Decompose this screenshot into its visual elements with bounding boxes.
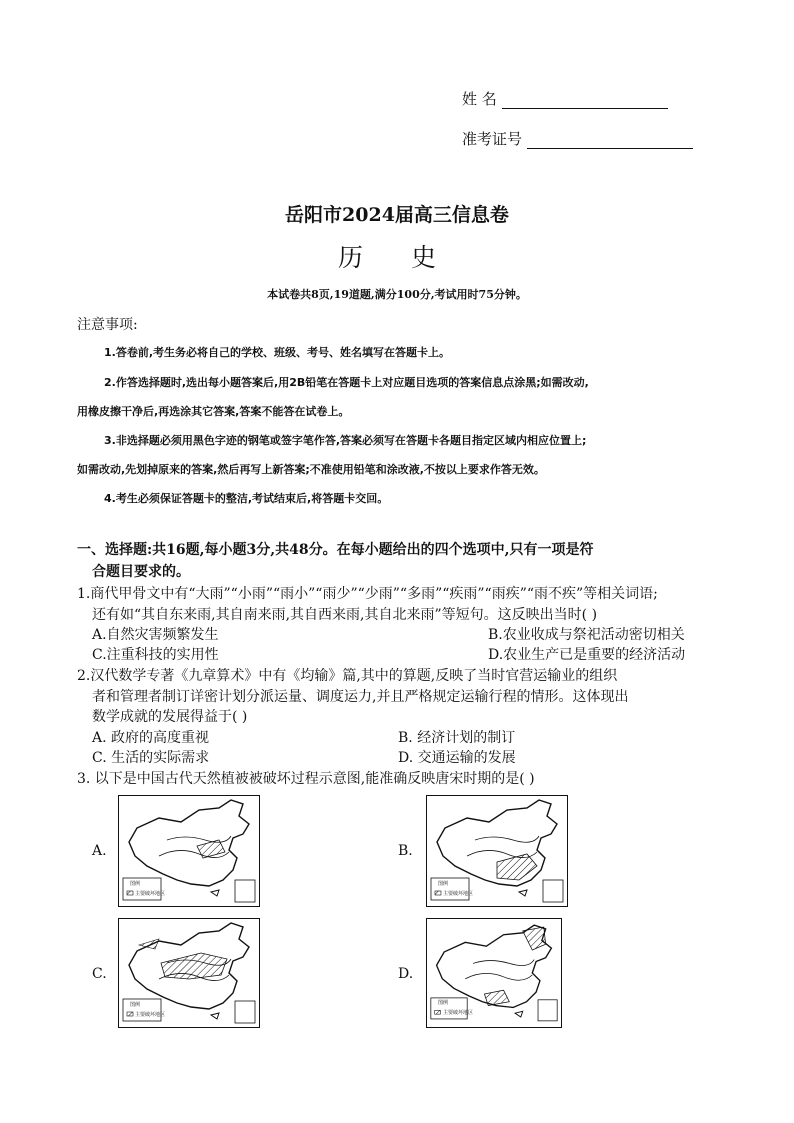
exam-info: 本试卷共8页,19道题,满分100分,考试用时75分钟。: [267, 288, 527, 301]
legend-item: 主要破坏地区: [443, 1010, 474, 1016]
map-a[interactable]: [118, 795, 260, 907]
name-field: [462, 88, 668, 109]
notice-item: 如需改动,先划掉原来的答案,然后再写上新答案;不准使用铅笔和涂改液,不按以上要求作答无效。: [77, 463, 545, 476]
section-heading-cont: 合题目要求的。: [92, 564, 190, 580]
q2-option-c[interactable]: C. 生活的实际需求: [92, 750, 210, 766]
question-2-text: 数学成就的发展得益于( ): [92, 709, 248, 725]
legend-title: 图例: [130, 881, 141, 887]
q1-option-b[interactable]: B.农业收成与祭祀活动密切相关: [488, 627, 685, 643]
notice-item: 用橡皮擦干净后,再选涂其它答案,答案不能答在试卷上。: [77, 405, 350, 418]
q1-option-a[interactable]: A.自然灾害频繁发生: [92, 627, 219, 643]
q2-option-d[interactable]: D. 交通运输的发展: [398, 750, 516, 766]
legend-item: 主要破坏地区: [443, 891, 474, 897]
q2-option-a[interactable]: A. 政府的高度重视: [92, 730, 210, 746]
notice-item: 4.考生必须保证答题卡的整洁,考试结束后,将答题卡交回。: [104, 492, 389, 505]
id-blank[interactable]: [527, 130, 693, 149]
map-b-label[interactable]: B.: [398, 843, 413, 859]
name-blank[interactable]: [502, 90, 668, 109]
question-3-text: 3. 以下是中国古代天然植被被破坏过程示意图,能准确反映唐宋时期的是( ): [77, 771, 535, 787]
notice-heading: 注意事项:: [77, 317, 138, 333]
map-d[interactable]: [426, 918, 562, 1028]
subject-title: 历 史: [338, 243, 456, 272]
section-heading: 一、选择题:共16题,每小题3分,共48分。在每小题给出的四个选项中,只有一项是符: [77, 542, 594, 558]
q2-option-b[interactable]: B. 经济计划的制订: [398, 730, 516, 746]
exam-title: 岳阳市2024届高三信息卷: [285, 204, 509, 226]
notice-item: 2.作答选择题时,选出每小题答案后,用2B铅笔在答题卡上对应题目选项的答案信息点涂黑;如需改动,: [104, 376, 589, 389]
question-1-text: 1.商代甲骨文中有“大雨”“小雨”“雨小”“雨少”“少雨”“多雨”“疾雨”“雨疾”“雨不疾”等相关词语;: [77, 586, 658, 602]
legend-title: 图例: [130, 1002, 141, 1008]
question-1-text: 还有如“其自东来雨,其自南来雨,其自西来雨,其自北来雨”等短句。这反映出当时( ): [92, 607, 598, 623]
legend-item: 主要破坏地区: [135, 1012, 166, 1018]
map-d-label[interactable]: D.: [398, 966, 414, 982]
name-label: 姓 名: [462, 90, 497, 108]
map-c-label[interactable]: C.: [92, 966, 107, 982]
legend-title: 图例: [438, 1000, 449, 1006]
map-b[interactable]: [426, 795, 568, 907]
notice-item: 3.非选择题必须用黑色字迹的钢笔或签字笔作答,答案必须写在答题卡各题目指定区域内相应位置上;: [104, 434, 587, 447]
question-2-text: 2.汉代数学专著《九章算术》中有《均输》篇,其中的算题,反映了当时官营运输业的组织: [77, 668, 618, 684]
id-label: 准考证号: [462, 130, 523, 148]
question-2-text: 者和管理者制订详密计划分派运量、调度运力,并且严格规定运输行程的情形。这体现出: [92, 689, 629, 705]
map-a-label[interactable]: A.: [92, 843, 107, 859]
q1-option-c[interactable]: C.注重科技的实用性: [92, 647, 219, 663]
legend-title: 图例: [438, 881, 449, 887]
id-field: [462, 128, 693, 149]
q1-option-d[interactable]: D.农业生产已是重要的经济活动: [488, 647, 686, 663]
notice-item: 1.答卷前,考生务必将自己的学校、班级、考号、姓名填写在答题卡上。: [104, 346, 451, 359]
map-c[interactable]: [118, 918, 260, 1028]
legend-item: 主要破坏地区: [135, 891, 166, 897]
